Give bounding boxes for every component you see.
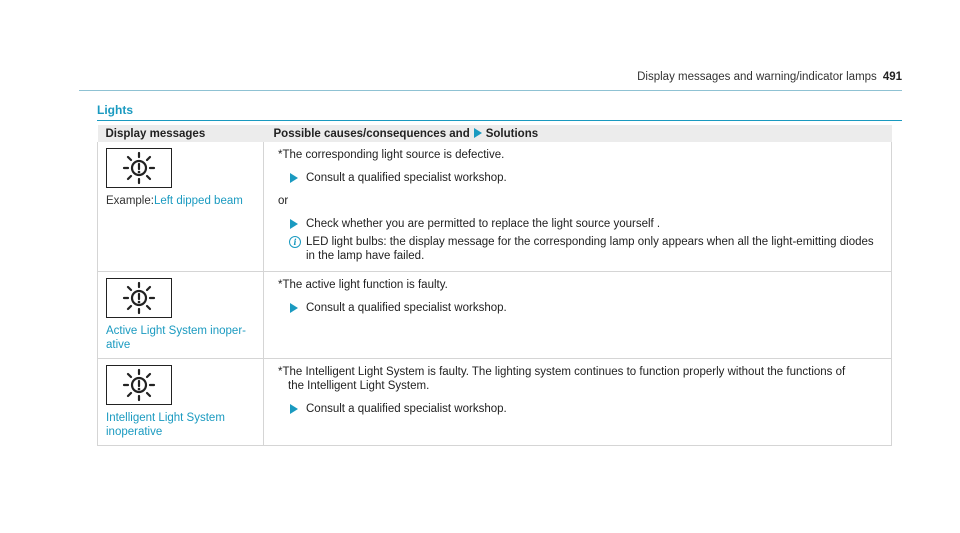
page-header [0,71,902,85]
page-number: 491 [882,71,902,83]
cause-text [278,365,883,393]
causes-solutions-cell [264,272,892,359]
column-header-causes-solutions [264,125,892,142]
solution-text: Consult a qualified specialist workshop. [306,172,507,184]
solution-step [278,171,883,185]
note-text-line-1: LED light bulbs: the display message for the corresponding lamp only appears when all the light-emitting diodes [306,236,874,248]
info-icon: i [289,236,301,248]
display-message-text [106,194,259,208]
message-line-1: Intelligent Light System [106,412,225,424]
solution-step [278,402,883,416]
or-text: or [278,195,289,207]
table-row [98,142,892,272]
table-header-row [98,125,892,142]
cause-text-line-2: the Intelligent Light System. [288,380,430,392]
example-label: Example: [106,195,154,207]
solution-text: Consult a qualified specialist workshop. [306,302,507,314]
column-header-solutions-text: Solutions [485,127,539,140]
table-row [98,359,892,446]
section-title: Lights [97,103,133,117]
arrow-right-icon [290,303,298,313]
display-message-cell [98,272,264,359]
section-divider [97,120,902,121]
display-message-left-dipped-beam: Left dipped beam [153,195,243,207]
arrow-right-icon [290,219,298,229]
display-message-cell [98,142,264,272]
column-header-display-messages: Display messages [98,125,264,142]
info-note [278,235,883,263]
table-row [98,272,892,359]
arrow-right-icon [290,404,298,414]
light-malfunction-icon [106,278,172,318]
causes-solutions-cell [264,359,892,446]
cause-text: *The corresponding light source is defective. [278,149,505,161]
light-malfunction-icon [106,148,172,188]
display-message-active-light-system [106,324,259,352]
cause-text-line-1: *The Intelligent Light System is faulty. The lighting system continues to function properly without the functions of [278,366,846,378]
solution-text: Check whether you are permitted to replace the light source yourself . [306,218,661,230]
message-line-2: inoperative [106,426,163,438]
message-line-1: Active Light System inoper- [106,325,246,337]
causes-solutions-cell [264,142,892,272]
column-header-causes-text: Possible causes/consequences and [273,127,470,140]
cause-text: *The active light function is faulty. [278,279,448,291]
messages-table [97,125,892,446]
solution-step [278,301,883,315]
header-title: Display messages and warning/indicator lamps [637,71,877,83]
arrow-right-icon [290,173,298,183]
header-divider [79,90,902,91]
solution-text: Consult a qualified specialist workshop. [306,403,507,415]
note-text-line-2: in the lamp have failed. [306,250,425,262]
solution-step [278,217,883,231]
display-message-cell [98,359,264,446]
arrow-right-icon [474,128,482,138]
display-message-intelligent-light-system [106,411,259,439]
light-malfunction-icon [106,365,172,405]
message-line-2: ative [106,339,131,351]
